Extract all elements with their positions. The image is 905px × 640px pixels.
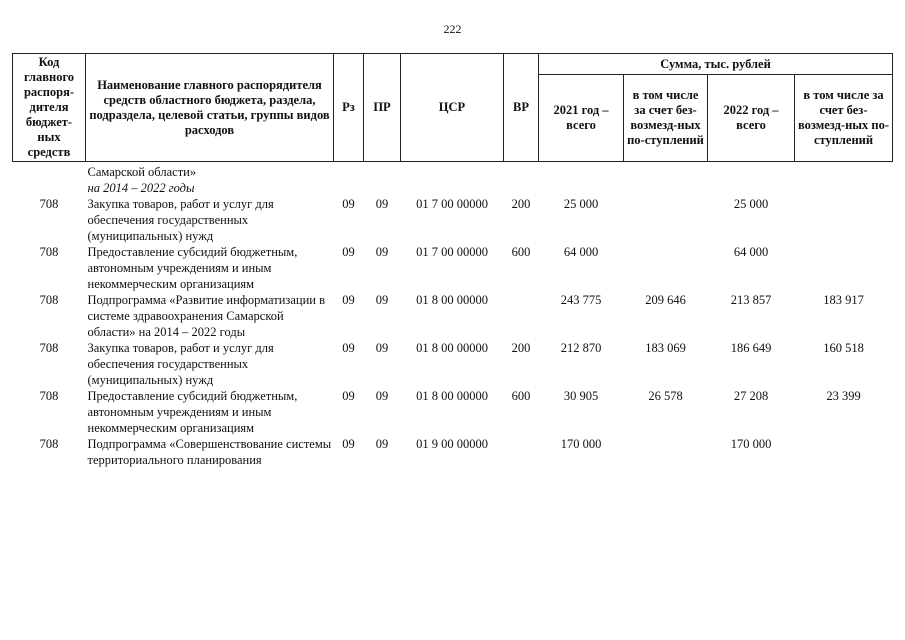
continuation-text-line2: на 2014 – 2022 годы: [87, 181, 195, 195]
row-2021-free: 26 578: [648, 389, 683, 403]
row-pr: 09: [375, 341, 389, 355]
row-csr: 01 8 00 00000: [416, 389, 488, 403]
row-2022-free: 160 518: [823, 341, 864, 355]
continuation-text-line1: Самарской области»: [87, 165, 197, 179]
row-csr: 01 7 00 00000: [416, 245, 488, 259]
header-2021-total: 2021 год – всего: [539, 75, 624, 162]
row-pr: 09: [375, 245, 389, 259]
header-2022-total: 2022 год – всего: [708, 75, 795, 162]
row-pr: 09: [375, 437, 389, 451]
row-2021-total: 243 775: [560, 293, 602, 307]
row-rz: 09: [342, 245, 355, 259]
header-2021-free: в том числе за счет без-возмезд-ных по-ступлений: [624, 75, 708, 162]
row-2022-total: 170 000: [730, 437, 772, 451]
row-2021-total: 64 000: [563, 245, 599, 259]
row-pr: 09: [375, 389, 389, 403]
row-csr: 01 7 00 00000: [416, 197, 488, 211]
row-rz: 09: [342, 389, 355, 403]
header-2022-free: в том числе за счет без-возмезд-ных по-ступлений: [795, 75, 893, 162]
row-name: Предоставление субсидий бюджетным, автономным учреждениям и иным некоммерческим организациям: [87, 245, 298, 291]
row-2021-free: [624, 196, 708, 244]
row-rz: 09: [342, 197, 355, 211]
header-rz: Рз: [334, 54, 364, 162]
row-code: 708: [39, 197, 59, 211]
page-number: 222: [443, 22, 462, 36]
row-2021-total: 25 000: [563, 197, 599, 211]
row-csr: 01 9 00 00000: [416, 437, 488, 451]
header-name: Наименование главного распорядителя средств областного бюджета, раздела, подраздела, целевой статьи, группы видов расходов: [86, 54, 334, 162]
row-2022-total: 25 000: [733, 197, 769, 211]
row-csr: 01 8 00 00000: [416, 293, 488, 307]
row-2021-total: 212 870: [560, 341, 602, 355]
row-csr: 01 8 00 00000: [416, 341, 488, 355]
row-vr: 200: [511, 341, 531, 355]
row-code: 708: [39, 389, 59, 403]
row-code: 708: [39, 341, 59, 355]
table-row: [13, 340, 893, 388]
row-name: Предоставление субсидий бюджетным, автономным учреждениям и иным некоммерческим организациям: [87, 389, 298, 435]
row-2022-free: [795, 244, 893, 292]
row-vr: 600: [511, 389, 531, 403]
table-header: [13, 54, 893, 162]
row-2022-free: 183 917: [823, 293, 864, 307]
header-sum-group: Сумма, тыс. рублей: [539, 54, 893, 75]
row-2021-free: 183 069: [645, 341, 686, 355]
row-vr: [504, 436, 539, 468]
row-vr: 200: [511, 197, 531, 211]
header-csr: ЦСР: [401, 54, 504, 162]
row-code: 708: [39, 245, 59, 259]
row-pr: 09: [375, 293, 389, 307]
row-rz: 09: [342, 437, 355, 451]
row-2022-free: [795, 436, 893, 468]
header-pr: ПР: [364, 54, 401, 162]
row-2021-free: [624, 436, 708, 468]
row-name: Подпрограмма «Развитие информатизации в системе здравоохранения Самарской области» на 2014 – 2022 годы: [87, 293, 325, 339]
row-name: Подпрограмма «Совершенствование системы территориального планирования: [87, 437, 332, 467]
row-name: Закупка товаров, работ и услуг для обеспечения государственных (муниципальных) нужд: [87, 341, 274, 387]
table-body: [13, 162, 893, 469]
budget-table: [12, 53, 893, 468]
table-row: [13, 292, 893, 340]
table-row: [13, 196, 893, 244]
continuation-row: [13, 162, 893, 197]
row-2022-total: 64 000: [733, 245, 769, 259]
row-name: Закупка товаров, работ и услуг для обеспечения государственных (муниципальных) нужд: [87, 197, 274, 243]
row-code: 708: [39, 437, 59, 451]
row-2022-free: 23 399: [826, 389, 861, 403]
row-2021-free: 209 646: [645, 293, 686, 307]
table-row: [13, 244, 893, 292]
row-2021-free: [624, 244, 708, 292]
row-vr: [504, 292, 539, 340]
table-row: [13, 388, 893, 436]
row-2022-total: 27 208: [733, 389, 769, 403]
row-2022-total: 186 649: [730, 341, 772, 355]
row-2022-free: [795, 196, 893, 244]
row-vr: 600: [511, 245, 531, 259]
header-vr: ВР: [504, 54, 539, 162]
row-2022-total: 213 857: [730, 293, 772, 307]
table-row: [13, 436, 893, 468]
row-code: 708: [39, 293, 59, 307]
row-pr: 09: [375, 197, 389, 211]
row-2021-total: 170 000: [560, 437, 602, 451]
row-2021-total: 30 905: [563, 389, 599, 403]
row-rz: 09: [342, 341, 355, 355]
row-rz: 09: [342, 293, 355, 307]
header-code: Код главного распоря-дителя бюджет-ных средств: [13, 54, 86, 162]
